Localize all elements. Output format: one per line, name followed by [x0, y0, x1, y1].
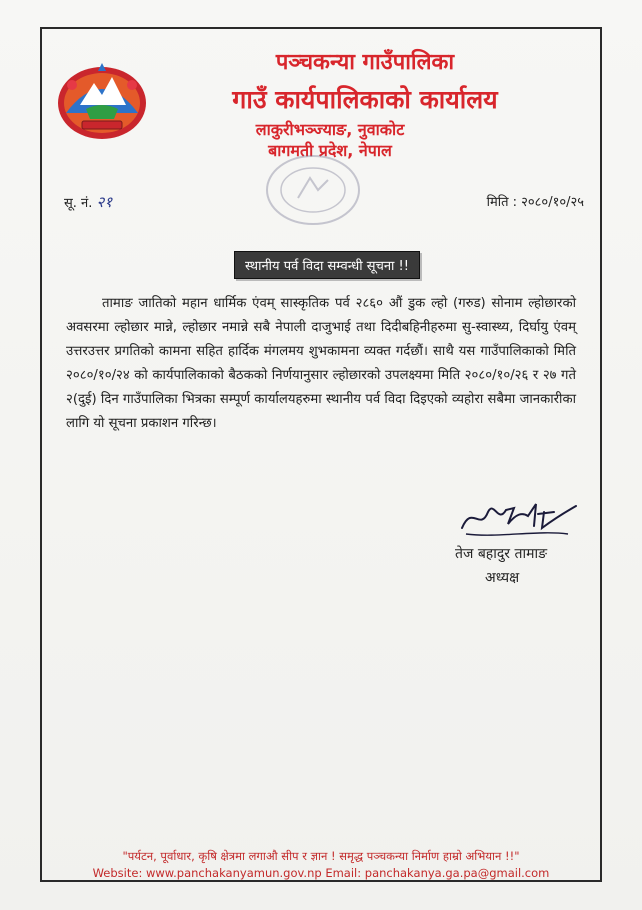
- office-location: लाकुरीभञ्ज्याङ, नुवाकोट: [255, 120, 405, 139]
- handwritten-signature-icon: [458, 494, 584, 542]
- issue-date: [487, 192, 584, 210]
- email-link[interactable]: panchakanya.ga.pa@gmail.com: [364, 866, 550, 880]
- footer-slogan: "पर्यटन, पूर्वाधार, कृषि क्षेत्रमा लगाऔ सीप र ज्ञान ! समृद्ध पञ्चकन्या निर्माण हाम्रो अभियान !!": [122, 849, 520, 863]
- email-label: Email:: [325, 866, 362, 880]
- date-value: २०८०/१०/२५: [521, 195, 584, 210]
- municipality-name: पञ्चकन्या गाउँपालिका: [275, 50, 455, 75]
- footer-contact: [40, 866, 602, 880]
- reference-value: २१: [96, 193, 113, 211]
- signatory-name: तेज बहादुर तामाङ: [455, 546, 548, 562]
- website-link[interactable]: www.panchakanyamun.gov.np: [145, 866, 322, 880]
- notice-subject: स्थानीय पर्व विदा सम्वन्धी सूचना !!: [234, 251, 420, 279]
- faded-office-stamp-icon: [258, 150, 368, 230]
- date-label: मिति :: [486, 195, 518, 210]
- nepal-emblem-icon: [52, 55, 152, 145]
- reference-number: [64, 192, 112, 212]
- signatory-title: अध्यक्ष: [485, 570, 520, 586]
- notice-body: तामाङ जातिको महान धार्मिक एंवम् सास्कृतिक पर्व २८६० औं डुक ल्हो (गरुड) सोनाम ल्होछारको अवसरमा ल्होछार मान्ने, ल्होछार नमान्ने सबै नेपाली दाजुभाई तथा दिदीबहिनीहरुमा सु-स्वास्थ्य, दिर्घायु एंवम् उत्तरउत्तर प्रगतिको कामना सहित हार्दिक मंगलमय शुभकामना व्यक्त गर्दछौं। साथै यस गाउँपालिकाको मिति २०८०/१०/२४ को कार्यपालिकाको बैठकको निर्णयानुसार ल्होछारको उपलक्ष्यमा मिति २०८०/१०/२६ र २७ गते २(दुई) दिन गाउँपालिका भित्रका सम्पूर्ण कार्यालयहरुमा स्थानीय पर्व विदा दिइएको व्यहोरा सबैमा जानकारीका लागि यो सूचना प्रकाशन गरिन्छ।: [66, 296, 576, 431]
- office-province: बागमती प्रदेश, नेपाल: [268, 141, 392, 160]
- website-label: Website:: [92, 866, 143, 880]
- office-name: गाउँ कार्यपालिकाको कार्यालय: [232, 85, 498, 114]
- reference-label: सू. नं.: [64, 196, 93, 211]
